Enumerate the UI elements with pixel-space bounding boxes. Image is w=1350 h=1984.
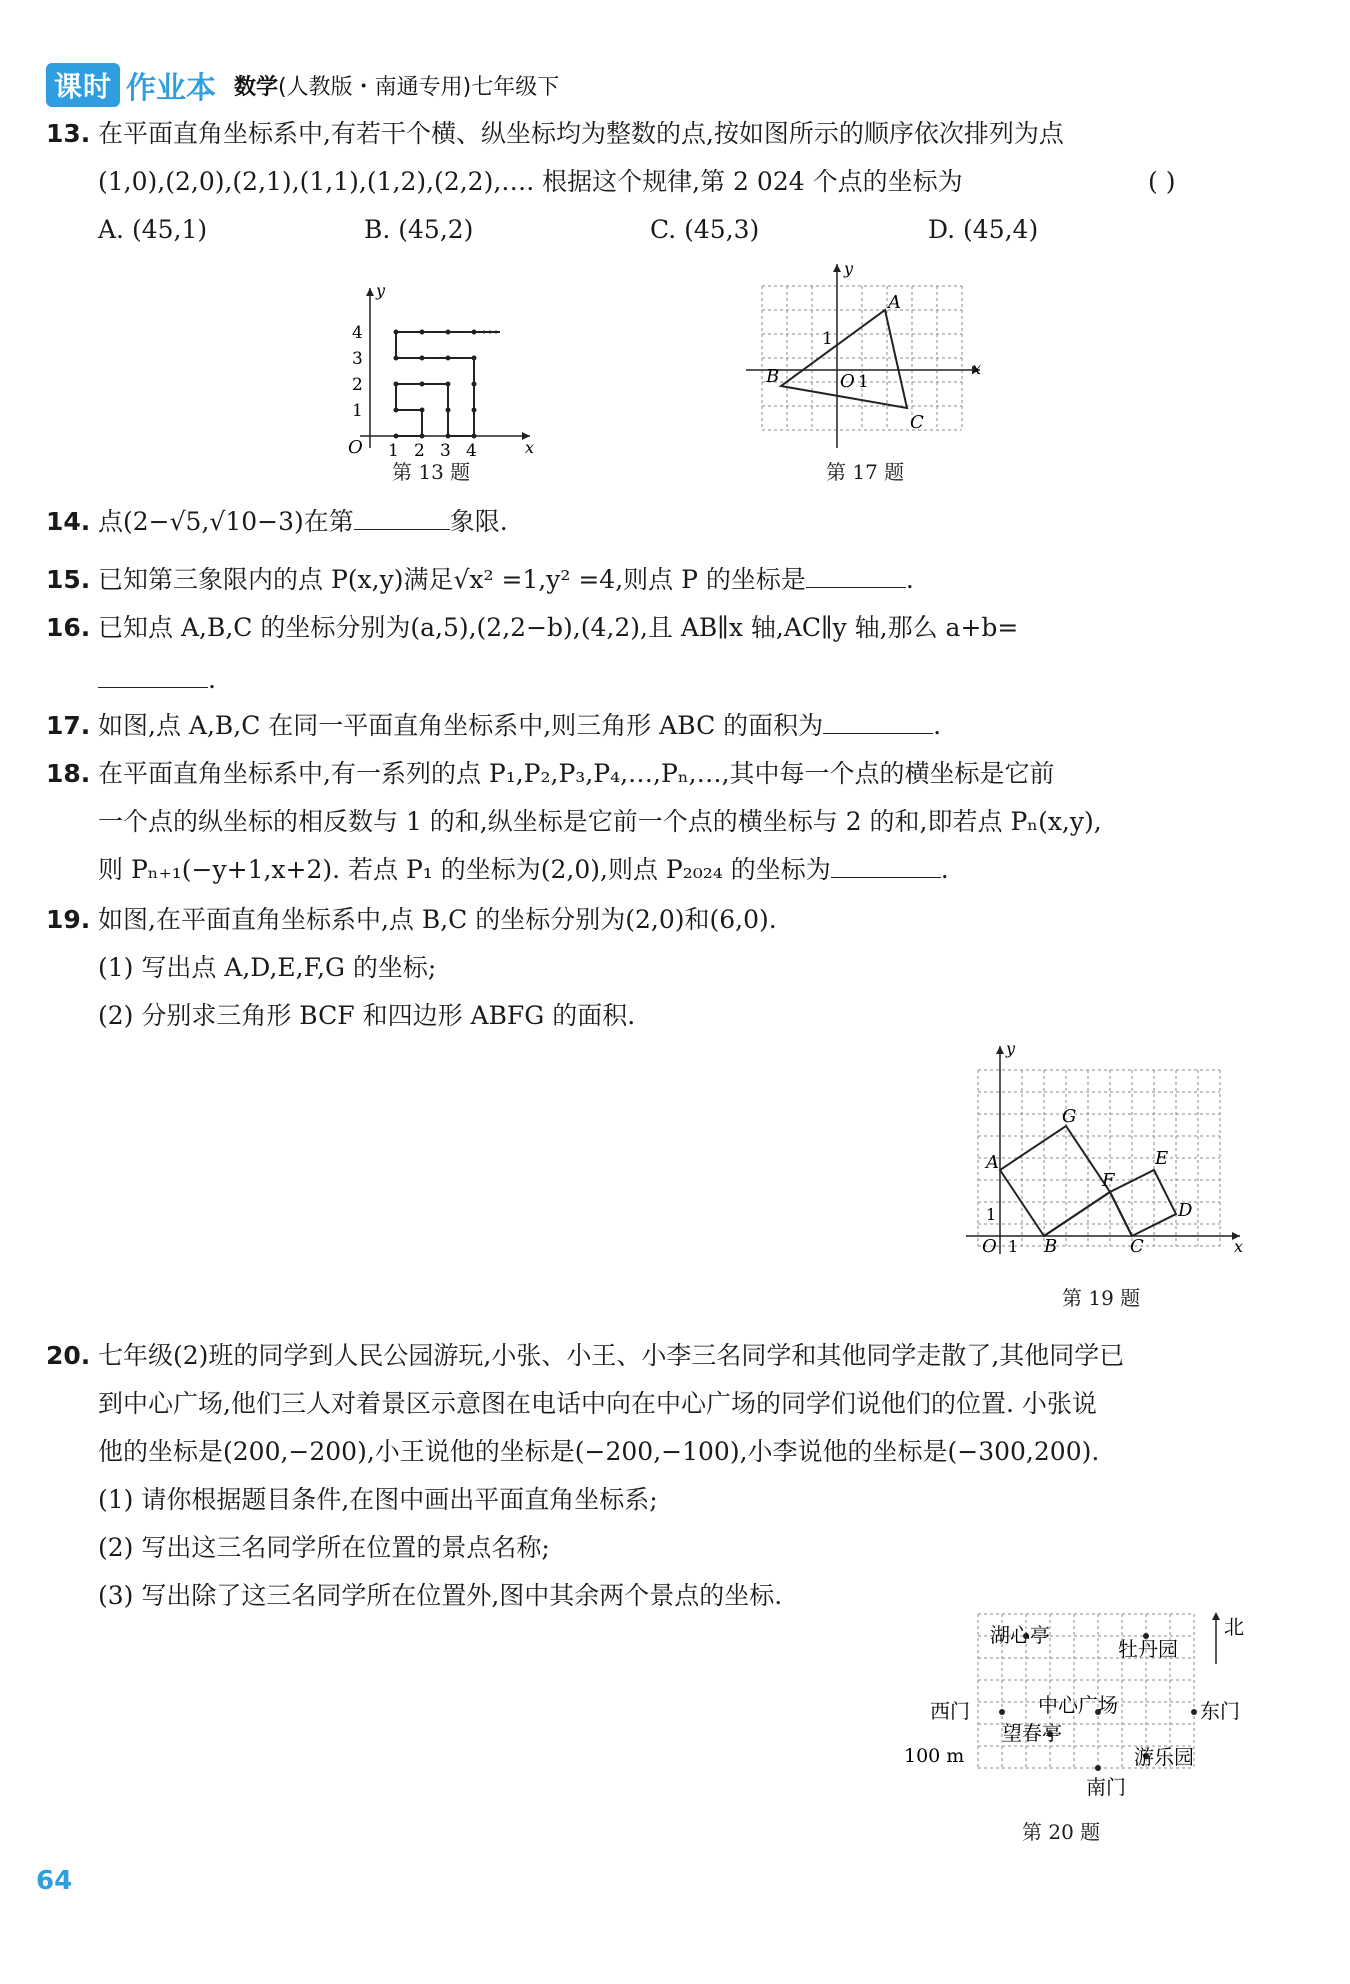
svg-text:牡丹园: 牡丹园 [1118,1637,1178,1661]
svg-text:中心广场: 中心广场 [1038,1693,1118,1717]
figure-13-caption: 第 13 题 [392,460,471,484]
svg-text:G: G [1062,1106,1077,1127]
answer-blank [354,501,450,530]
svg-text:2: 2 [352,375,363,395]
figure-20-caption: 第 20 题 [1022,1820,1101,1844]
svg-text:D: D [1178,1200,1193,1221]
option-a: A. (45,1) [98,215,208,244]
svg-text:y: y [844,260,854,278]
svg-text:C: C [910,412,924,433]
question-15: 15. 已知第三象限内的点 P(x,y)满足√x² =1,y² =4,则点 P 的坐标是 . [46,556,914,604]
svg-text:F: F [1102,1170,1115,1191]
north-label: 北 [1224,1615,1244,1639]
svg-text:望春亭: 望春亭 [1002,1721,1062,1745]
brand-name: 作业本 [126,71,217,106]
figure-17-caption: 第 17 题 [826,460,905,484]
svg-text:O: O [840,371,855,392]
svg-text:1: 1 [986,1205,997,1224]
svg-text:西门: 西门 [930,1699,970,1723]
brand-logo: 课时 [46,63,120,107]
svg-text:B: B [1044,1236,1058,1257]
page-number: 64 [36,1866,73,1896]
svg-text:3: 3 [440,441,451,458]
svg-text:2: 2 [414,441,425,458]
option-b: B. (45,2) [364,215,474,244]
svg-text:E: E [1155,1148,1169,1169]
y-axis-label: y [376,281,386,300]
book-subtitle: 数学(人教版・南通专用)七年级下 [234,74,560,100]
figure-17 [744,260,994,460]
svg-text:1: 1 [352,401,363,421]
answer-blank [831,849,941,878]
question-19: 19. 如图,在平面直角坐标系中,点 B,C 的坐标分别为(2,0)和(6,0). (1) 写出点 A,D,E,F,G 的坐标; (2) 分别求三角形 BCF 和四边形 ABFG 的面积. [46,905,777,1030]
figure-20 [900,1604,1260,1820]
svg-text:100 m: 100 m [904,1745,965,1767]
figure-19 [958,1040,1250,1272]
svg-text:1: 1 [858,372,869,392]
svg-text:4: 4 [352,323,363,343]
svg-text:O: O [348,437,363,458]
svg-text:O: O [982,1236,997,1257]
svg-text:1: 1 [1008,1237,1019,1256]
svg-text:1: 1 [822,329,833,349]
svg-text:y: y [1006,1040,1016,1058]
question-17: 17. 如图,点 A,B,C 在同一平面直角坐标系中,则三角形 ABC 的面积为 . [46,702,941,750]
question-13: 13. 在平面直角坐标系中,有若干个横、纵坐标均为整数的点,按如图所示的顺序依次排列为点 (1,0),(2,0),(2,1),(1,1),(1,2),(2,2),…. 根据这个规律,第 2 024 个点的坐标为 A. (45,1) B. (45,2) C. (45,3) D. (45,4) [46,110,1064,254]
svg-text:A: A [888,292,901,313]
option-c: C. (45,3) [650,215,760,244]
svg-text:东门: 东门 [1200,1699,1240,1723]
question-14: 14. 点(2−√5,√10−3)在第 象限. [46,498,508,546]
svg-text:湖心亭: 湖心亭 [990,1623,1050,1647]
svg-text:A: A [986,1152,999,1173]
svg-text:1: 1 [388,441,399,458]
answer-blank [806,559,906,588]
question-16: 16. 已知点 A,B,C 的坐标分别为(a,5),(2,2−b),(4,2),且 AB∥x 轴,AC∥y 轴,那么 a+b= . [46,613,1019,694]
svg-text:3: 3 [352,349,363,369]
answer-blank [98,659,208,688]
option-d: D. (45,4) [928,215,1039,244]
svg-text:x: x [1234,1237,1244,1256]
answer-paren: ( ) [1148,167,1176,196]
answer-blank [823,705,933,734]
question-18: 18. 在平面直角坐标系中,有一系列的点 P₁,P₂,P₃,P₄,…,Pₙ,…,其中每一个点的横坐标是它前 一个点的纵坐标的相反数与 1 的和,纵坐标是它前一个点的横坐标与 2 的和,即若点 Pₙ(x,y), 则 Pₙ₊₁(−y+1,x+2). 若点 P₁ 的坐标为(2,0),则点 P₂₀₂₄ 的坐标为 . [46,759,1102,884]
question-20: 20. 七年级(2)班的同学到人民公园游玩,小张、小王、小李三名同学和其他同学走散了,其他同学已 到中心广场,他们三人对着景区示意图在电话中向在中心广场的同学们说他们的位置. 小张说 他的坐标是(200,−200),小王说他的坐标是(−200,−100),小李说他的坐标是(−300,200). (1) 请你根据题目条件,在图中画出平面直角坐标系; (2) 写出这三名同学所在位置的景点名称; (3) 写出除了这三名同学所在位置外,图中其余两个景点的坐标. [46,1341,1125,1610]
svg-text:南门: 南门 [1086,1775,1126,1799]
figure-19-caption: 第 19 题 [1062,1286,1141,1310]
svg-text:4: 4 [466,441,477,458]
figure-13 [340,278,540,458]
page-header [46,62,559,108]
svg-text:B: B [766,366,780,387]
x-axis-label: x [525,438,535,457]
svg-text:x: x [972,359,982,378]
svg-text:C: C [1130,1236,1144,1257]
svg-text:游乐园: 游乐园 [1134,1745,1194,1769]
